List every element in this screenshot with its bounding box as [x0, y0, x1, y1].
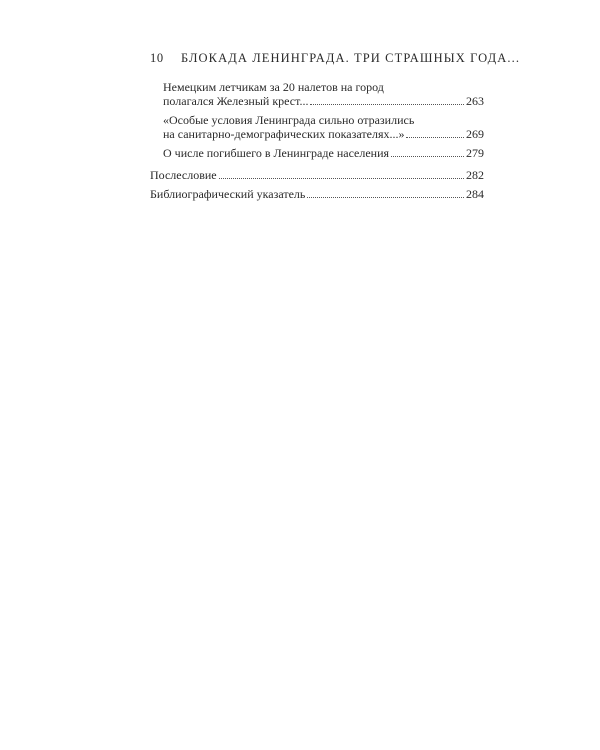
toc-entry-title-line: «Особые условия Ленинграда сильно отразились [163, 113, 415, 127]
dot-leader [307, 197, 464, 198]
toc-entry-title-line: на санитарно-демографических показателях...» [163, 127, 405, 141]
running-title: БЛОКАДА ЛЕНИНГРАДА. ТРИ СТРАШНЫХ ГОДА... [181, 51, 521, 65]
toc-entry[interactable] [163, 113, 484, 141]
toc-entry-title-line: Немецким летчикам за 20 налетов на город [163, 80, 384, 94]
dot-leader [391, 156, 464, 157]
toc-entry[interactable] [150, 187, 484, 201]
table-of-contents [150, 80, 484, 206]
toc-entry-title-line: Послесловие [150, 168, 217, 182]
page-number: 10 [150, 51, 164, 65]
dot-leader [219, 178, 464, 179]
running-head [150, 51, 521, 67]
toc-entry-page: 279 [466, 146, 484, 160]
toc-entry-page: 263 [466, 94, 484, 108]
toc-entry[interactable] [163, 146, 484, 160]
toc-entry-title-line: полагался Железный крест... [163, 94, 309, 108]
toc-entry-page: 284 [466, 187, 484, 201]
toc-entry-title-line: О числе погибшего в Ленинграде населения [163, 146, 390, 160]
toc-entry-page: 269 [466, 127, 484, 141]
toc-entry[interactable] [150, 168, 484, 182]
dot-leader [310, 104, 464, 105]
toc-entry[interactable] [163, 80, 484, 108]
toc-entry-page: 282 [466, 168, 484, 182]
dot-leader [406, 137, 464, 138]
toc-entry-title-line: Библиографический указатель [150, 187, 306, 201]
